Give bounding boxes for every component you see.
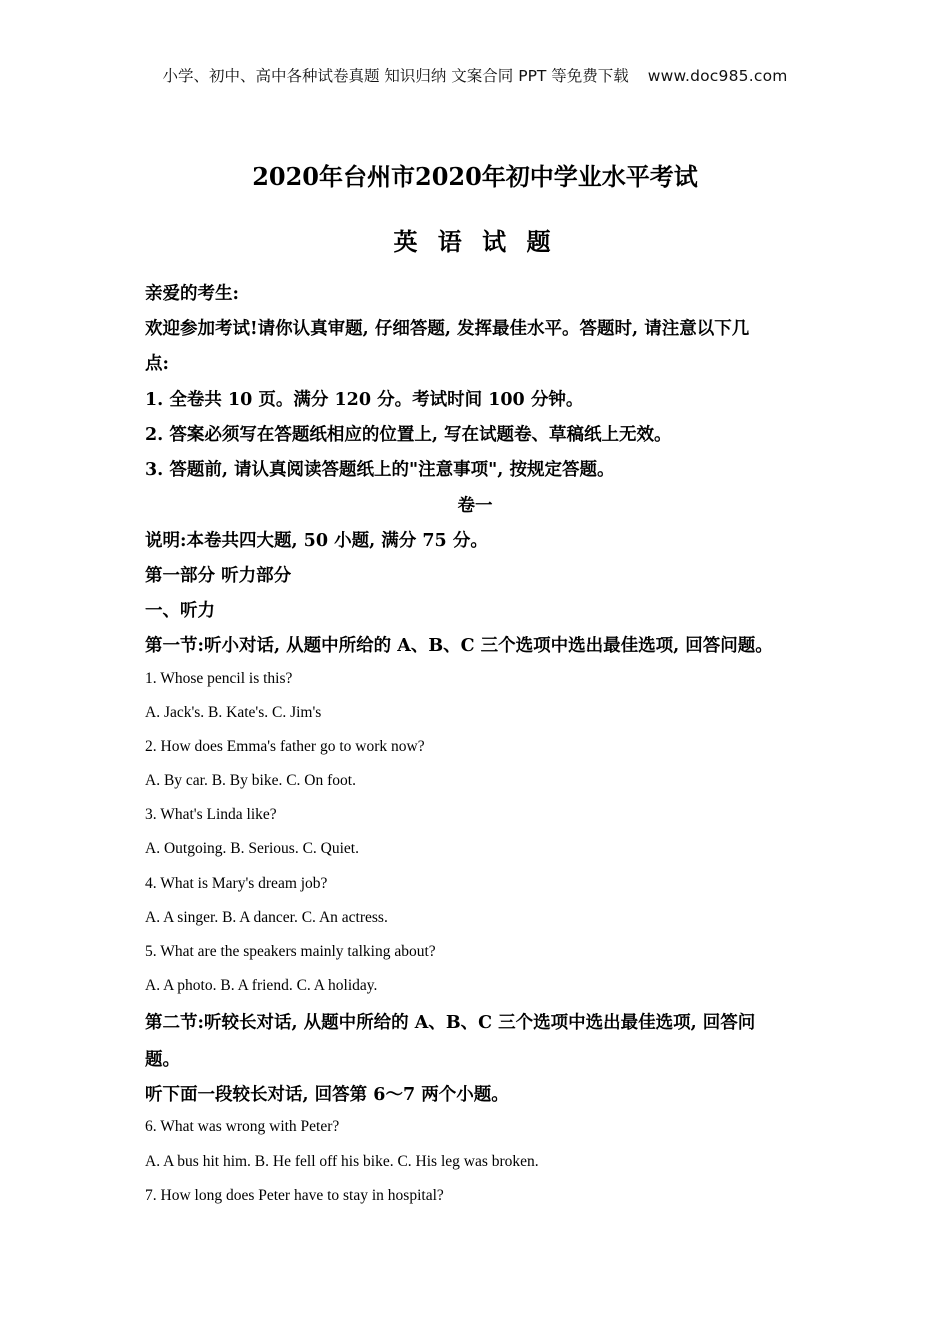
rule-2: 2. 答案必须写在答题纸相应的位置上, 写在试题卷、草稿纸上无效。 (145, 425, 672, 445)
header-url: www.doc985.com (647, 67, 788, 85)
page-header (0, 64, 950, 86)
greeting: 亲爱的考生: (145, 284, 239, 304)
section2-instruction-line-2: 题。 (145, 1050, 180, 1070)
intro-line-2: 点: (145, 354, 169, 374)
options-1: A. Jack's. B. Kate's. C. Jim's (145, 704, 322, 721)
question-2: 2. How does Emma's father go to work now? (145, 738, 425, 755)
rule-3: 3. 答题前, 请认真阅读答题纸上的"注意事项", 按规定答题。 (145, 460, 615, 480)
intro-line-1: 欢迎参加考试!请你认真审题, 仔细答题, 发挥最佳水平。答题时, 请注意以下几 (145, 319, 750, 339)
section-heading: 一、听力 (145, 601, 215, 621)
options-5: A. A photo. B. A friend. C. A holiday. (145, 977, 378, 994)
rule-1: 1. 全卷共 10 页。满分 120 分。考试时间 100 分钟。 (145, 390, 584, 410)
options-3: A. Outgoing. B. Serious. C. Quiet. (145, 840, 359, 857)
exam-subtitle: 英 语 试 题 (393, 227, 557, 256)
options-4: A. A singer. B. A dancer. C. An actress. (145, 909, 388, 926)
exam-title: 2020年台州市2020年初中学业水平考试 (252, 162, 698, 191)
question-5: 5. What are the speakers mainly talking about? (145, 943, 436, 960)
section2-instruction-line-1: 第二节:听较长对话, 从题中所给的 A、B、C 三个选项中选出最佳选项, 回答问 (145, 1013, 756, 1033)
question-7: 7. How long does Peter have to stay in hospital? (145, 1187, 444, 1204)
options-6: A. A bus hit him. B. He fell off his bike. C. His leg was broken. (145, 1153, 539, 1170)
header-text: 小学、初中、高中各种试卷真题 知识归纳 文案合同 PPT 等免费下载 (162, 67, 629, 85)
question-1: 1. Whose pencil is this? (145, 670, 293, 687)
volume-heading: 卷一 (457, 496, 493, 516)
options-2: A. By car. B. By bike. C. On foot. (145, 772, 356, 789)
dialog-instruction: 听下面一段较长对话, 回答第 6～7 两个小题。 (145, 1085, 509, 1105)
question-3: 3. What's Linda like? (145, 806, 277, 823)
part-heading: 第一部分 听力部分 (145, 566, 292, 586)
question-4: 4. What is Mary's dream job? (145, 875, 328, 892)
section1-instruction: 第一节:听小对话, 从题中所给的 A、B、C 三个选项中选出最佳选项, 回答问题。 (145, 636, 773, 656)
question-6: 6. What was wrong with Peter? (145, 1118, 340, 1135)
volume-note: 说明:本卷共四大题, 50 小题, 满分 75 分。 (145, 531, 488, 551)
